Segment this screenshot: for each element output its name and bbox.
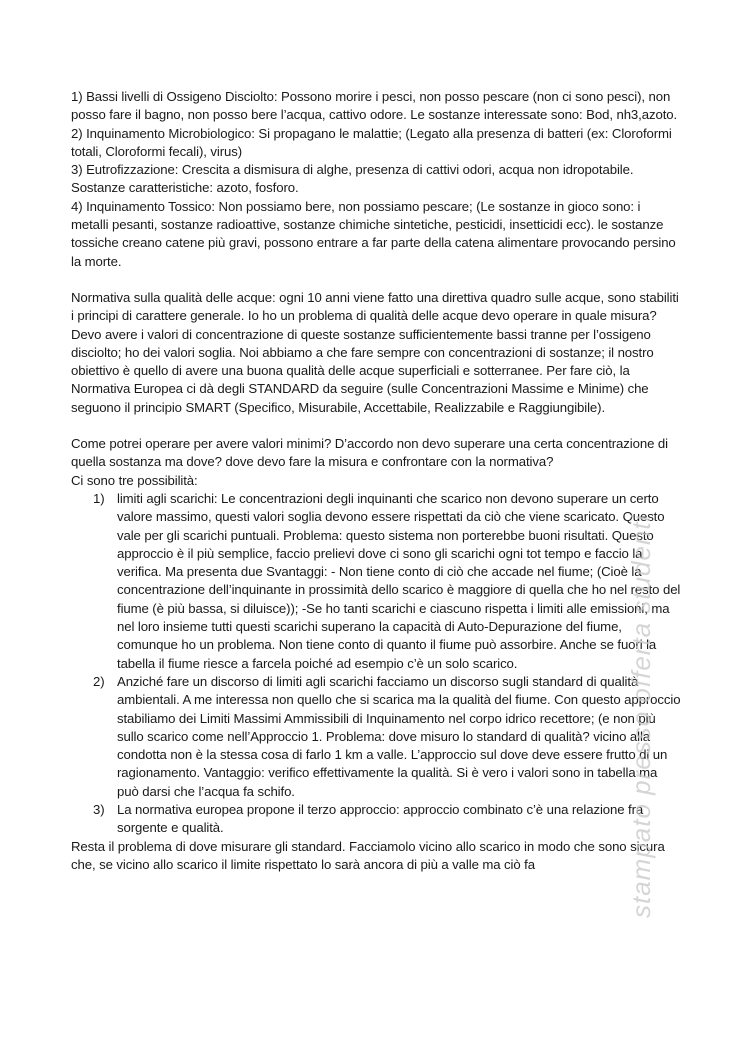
approach-item-3 (71, 801, 681, 838)
pollution-item-4: 4) Inquinamento Tossico: Non possiamo bere, non possiamo pescare; (Le sostanze in gioco sono: i metalli pesanti, sostanze radioattive, sostanze chimiche sintetiche, pesticidi, insetticidi ecc). le sostanze tossiche creano catene più gravi, possono entrare a far parte della catena alimentare provocando persino la morte. (71, 198, 676, 269)
pollution-item-2: 2) Inquinamento Microbiologico: Si propagano le malattie; (Legato alla presenza di batteri (ex: Cloroformi totali, Cloroformi fecali), virus) (71, 125, 672, 159)
pollution-item-3: 3) Eutrofizzazione: Crescita a dismisura di alghe, presenza di cattivi odori, acqua non idropotabile. Sostanze caratteristiche: azoto, fosforo. (71, 162, 634, 196)
paragraph-gap (71, 417, 681, 435)
approach-text: Anziché fare un discorso di limiti agli scarichi facciamo un discorso sugli standard di qualità ambientali. A me interessa non quello che si scarica ma la qualità del fiume. Con questo approccio stabiliamo dei Limiti Massimi Ammissibili di Inquinamento nel corpo idrico recettore; (e non più sullo scarico come nell’Approccio 1. Problema: dove misuro lo standard di qualità? vicino alla condotta non è la stessa cosa di farlo 1 km a valle. L’approccio sul dove deve essere frutto di un ragionamento. Vantaggio: verifico effettivamente la qualità. Si è vero i valori sono in tabella ma può darsi che l’acqua fa schifo. (117, 673, 681, 799)
list-number: 2) (93, 673, 105, 689)
approach-item-2 (71, 673, 681, 801)
normativa-paragraph: Normativa sulla qualità delle acque: ogni 10 anni viene fatto una direttiva quadro sulle acque, sono stabiliti i principi di carattere generale. Io ho un problema di qualità delle acque devo operare in quale misura? Devo avere i valori di concentrazione di queste sostanze sufficientemente bassi tranne per l’ossigeno disciolto; ho dei valori soglia. Noi abbiamo a che fare sempre con concentrazioni di sostanze; il nostro obiettivo è quello di avere una buona qualità delle acque superficiali e sotterranee. Per fare ciò, la Normativa Europea ci dà degli STANDARD da seguire (sulle Concentrazioni Massime e Minime) che seguono il principio SMART (Specifico, Misurabile, Accettabile, Realizzabile e Raggiungibile). (71, 289, 679, 415)
document-page (71, 88, 681, 874)
closing-paragraph: Resta il problema di dove misurare gli standard. Facciamolo vicino allo scarico in modo che sono sicura che, se vicino allo scarico il limite rispettato lo sarà ancora di più a valle ma ciò fa (71, 838, 665, 872)
possibilities-intro: Ci sono tre possibilità: (71, 472, 198, 488)
approaches-list (71, 490, 681, 838)
list-number: 1) (93, 490, 105, 506)
approach-text: limiti agli scarichi: Le concentrazioni degli inquinanti che scarico non devono superare un certo valore massimo, questi valori soglia devono essere rispettati da ciò che viene scaricato. Questo vale per gli scarichi puntuali. Problema: questo sistema non porterebbe buoni risultati. Questo approccio è il più semplice, faccio prelievi dove ci sono gli scarichi ogni tot tempo e faccio la verifica. Ma presenta due Svantaggi: - Non tiene conto di ciò che accade nel fiume; (Cioè la concentrazione dell’inquinante in prossimità dello scarico è maggiore di quella che ho nel resto del fiume (è più bassa, si diluisce)); -Se ho tanti scarichi e ciascuno rispetta i limiti alle emissioni, ma nel loro insieme tutti questi scarichi superano la capacità di Auto-Depurazione del fiume, comunque ho un problema. Non tiene conto di quanto il fiume può assorbire. Anche se fuori la tabella il fiume riesce a farcela poiché ad esempio c’è un solo scarico. (117, 490, 681, 671)
pollution-item-1: 1) Bassi livelli di Ossigeno Disciolto: Possono morire i pesci, non posso pescare (non ci sono pesci), non posso fare il bagno, non posso bere l’acqua, cattivo odore. Le sostanze interessate sono: Bod, nh3,azoto. (71, 89, 678, 123)
paragraph-gap (71, 271, 681, 289)
list-number: 3) (93, 801, 105, 817)
question-paragraph: Come potrei operare per avere valori minimi? D’accordo non devo superare una certa concentrazione di quella sostanza ma dove? dove devo fare la misura e confrontare con la normativa? (71, 436, 668, 470)
approach-text: La normativa europea propone il terzo approccio: approccio combinato c’è una relazione fra sorgente e qualità. (117, 801, 644, 836)
approach-item-1 (71, 490, 681, 673)
watermark: stampato presso offerta studenti (626, 514, 656, 918)
